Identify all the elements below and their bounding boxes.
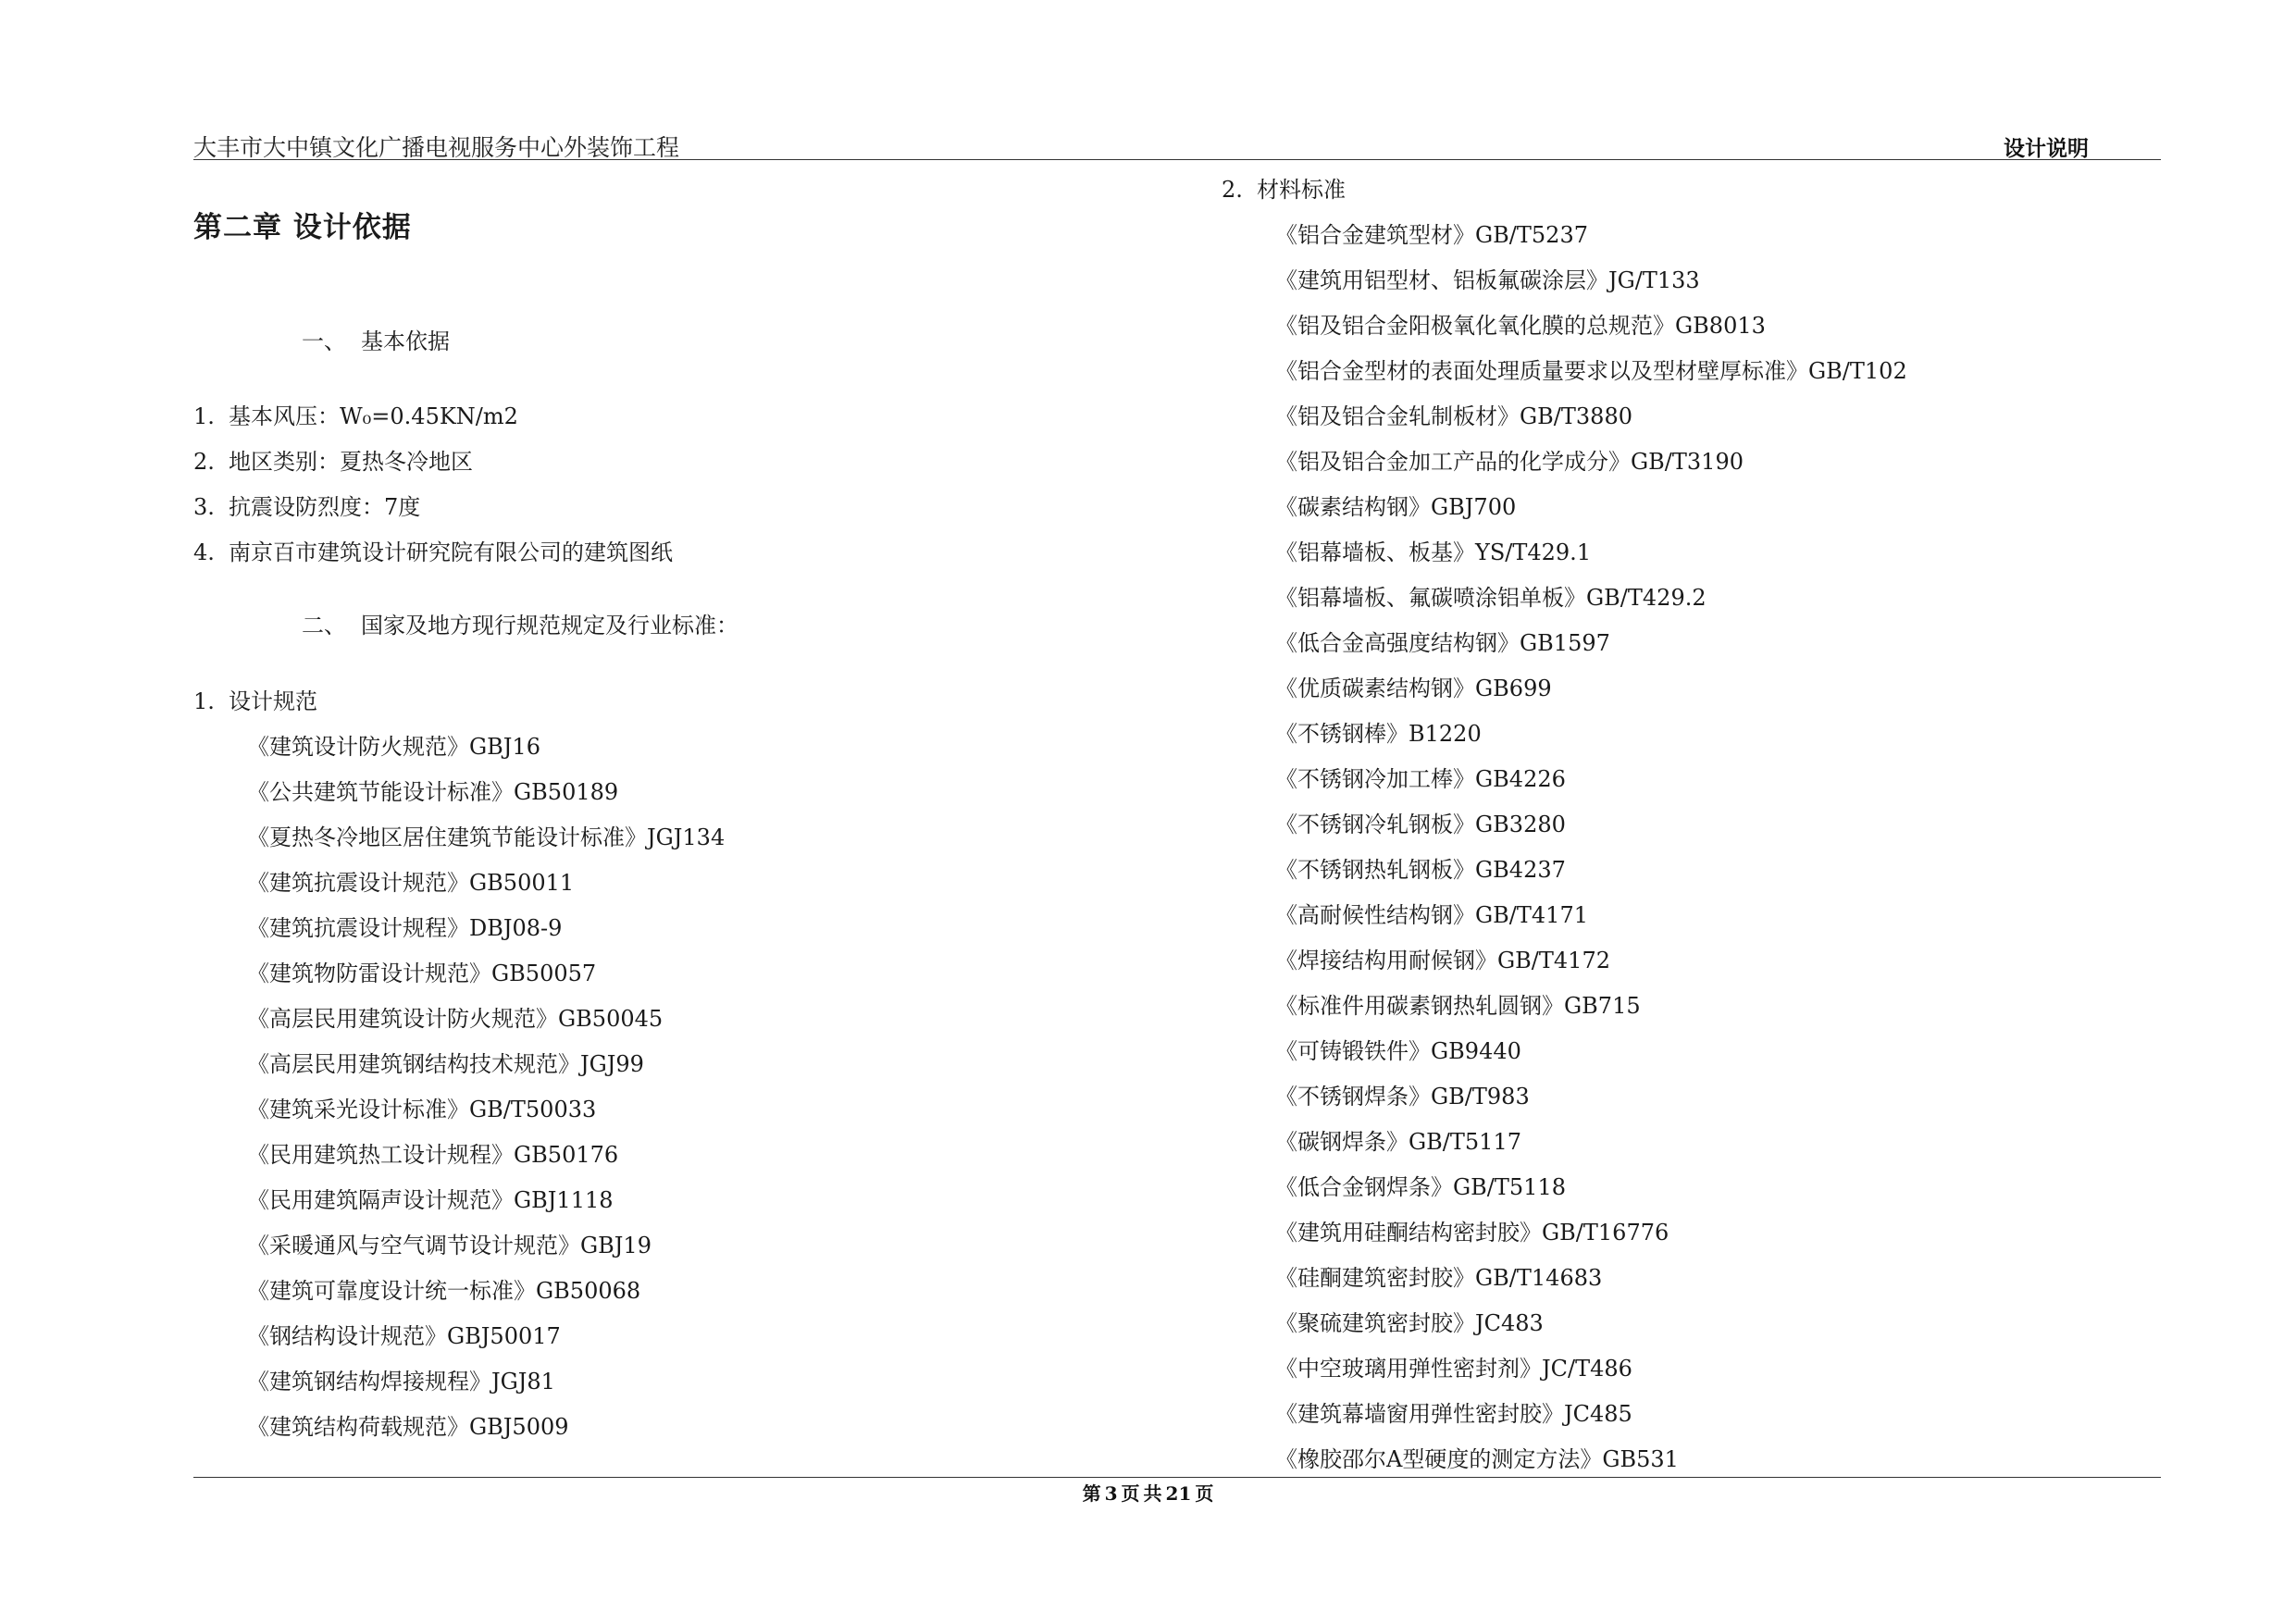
design-standard-item: 《建筑钢结构焊接规程》JGJ81 — [247, 1369, 555, 1395]
design-standard-item: 《夏热冬冷地区居住建筑节能设计标准》JGJ134 — [247, 824, 726, 850]
design-standard-item: 《公共建筑节能设计标准》GB50189 — [247, 779, 619, 805]
material-standard-item: 《不锈钢棒》B1220 — [1275, 721, 1482, 747]
chapter-title: 第二章 设计依据 — [193, 211, 412, 244]
page-footer — [0, 1479, 2296, 1506]
design-standard-item: 《民用建筑热工设计规程》GB50176 — [247, 1142, 619, 1168]
total-pages: 21 — [1165, 1482, 1192, 1505]
material-standard-item: 《不锈钢热轧钢板》GB4237 — [1275, 857, 1566, 883]
material-standard-item: 《橡胶邵尔A型硬度的测定方法》GB531 — [1275, 1446, 1679, 1472]
item-number: 1. — [193, 403, 215, 429]
header-rule — [193, 159, 2161, 160]
page-number: 3 — [1104, 1482, 1118, 1505]
item-number: 4. — [193, 539, 215, 565]
doc-type-label: 设计说明 — [2004, 136, 2089, 161]
section-number: 一、 — [302, 329, 346, 354]
material-standard-item: 《铝幕墙板、板基》YS/T429.1 — [1275, 539, 1592, 565]
material-standard-item: 《硅酮建筑密封胶》GB/T14683 — [1275, 1265, 1603, 1291]
design-standard-item: 《民用建筑隔声设计规范》GBJ1118 — [247, 1187, 614, 1213]
design-standard-item: 《建筑物防雷设计规范》GB50057 — [247, 961, 597, 986]
section-heading-standards — [302, 607, 738, 639]
design-standard-item: 《建筑抗震设计规范》GB50011 — [247, 870, 575, 896]
material-standard-item: 《不锈钢冷加工棒》GB4226 — [1275, 766, 1566, 792]
footer-prefix: 第 — [1082, 1482, 1101, 1505]
design-standard-item: 《采暖通风与空气调节设计规范》GBJ19 — [247, 1233, 652, 1258]
material-standard-item: 《优质碳素结构钢》GB699 — [1275, 676, 1552, 701]
section-number: 二、 — [302, 613, 346, 638]
material-standard-item: 《碳钢焊条》GB/T5117 — [1275, 1129, 1521, 1155]
design-standard-item: 《建筑可靠度设计统一标准》GB50068 — [247, 1278, 641, 1304]
material-standard-item: 《焊接结构用耐候钢》GB/T4172 — [1275, 948, 1610, 973]
design-standard-item: 《建筑结构荷载规范》GBJ5009 — [247, 1414, 569, 1440]
footer-rule — [193, 1477, 2161, 1478]
design-spec-heading — [193, 683, 317, 715]
section-heading-basic — [302, 323, 450, 355]
section-title: 国家及地方现行规范规定及行业标准： — [361, 613, 738, 638]
section-title: 基本依据 — [361, 329, 450, 354]
item-text: 材料标准 — [1257, 177, 1346, 203]
material-standard-item: 《碳素结构钢》GBJ700 — [1275, 494, 1517, 520]
material-standard-item: 《铝及铝合金阳极氧化氧化膜的总规范》GB8013 — [1275, 313, 1766, 339]
basis-item — [193, 534, 673, 566]
material-heading — [1222, 171, 1346, 204]
item-number: 3. — [193, 494, 215, 520]
design-standard-item: 《建筑采光设计标准》GB/T50033 — [247, 1097, 597, 1122]
item-text: 设计规范 — [229, 688, 317, 714]
item-number: 2. — [193, 449, 215, 475]
design-standard-item: 《建筑抗震设计规程》DBJ08-9 — [247, 915, 563, 941]
design-standard-item: 《高层民用建筑钢结构技术规范》JGJ99 — [247, 1051, 644, 1077]
material-standard-item: 《高耐候性结构钢》GB/T4171 — [1275, 902, 1588, 928]
material-standard-item: 《建筑用铝型材、铝板氟碳涂层》JG/T133 — [1275, 267, 1700, 293]
material-standard-item: 《低合金高强度结构钢》GB1597 — [1275, 630, 1610, 656]
footer-total-word: 共 — [1143, 1482, 1162, 1505]
basis-item — [193, 398, 518, 430]
design-standard-item: 《钢结构设计规范》GBJ50017 — [247, 1323, 561, 1349]
item-number: 1. — [193, 688, 215, 714]
material-standard-item: 《铝及铝合金轧制板材》GB/T3880 — [1275, 403, 1632, 429]
item-text: 南京百市建筑设计研究院有限公司的建筑图纸 — [229, 539, 673, 565]
material-standard-item: 《不锈钢冷轧钢板》GB3280 — [1275, 812, 1566, 837]
design-standard-item: 《高层民用建筑设计防火规范》GB50045 — [247, 1006, 664, 1032]
material-standard-item: 《铝幕墙板、氟碳喷涂铝单板》GB/T429.2 — [1275, 585, 1706, 611]
footer-page-word: 页 — [1121, 1482, 1140, 1505]
material-standard-item: 《铝合金建筑型材》GB/T5237 — [1275, 222, 1588, 248]
material-standard-item: 《铝合金型材的表面处理质量要求以及型材壁厚标准》GB/T102 — [1275, 358, 1907, 384]
design-standard-item: 《建筑设计防火规范》GBJ16 — [247, 734, 540, 760]
material-standard-item: 《建筑用硅酮结构密封胶》GB/T16776 — [1275, 1220, 1669, 1246]
basis-item — [193, 443, 473, 476]
material-standard-item: 《可铸锻铁件》GB9440 — [1275, 1038, 1521, 1064]
material-standard-item: 《中空玻璃用弹性密封剂》JC/T486 — [1275, 1356, 1632, 1382]
material-standard-item: 《建筑幕墙窗用弹性密封胶》JC485 — [1275, 1401, 1632, 1427]
item-text: 基本风压：W₀=0.45KN/m2 — [229, 403, 518, 429]
item-text: 抗震设防烈度：7度 — [229, 494, 421, 520]
material-standard-item: 《不锈钢焊条》GB/T983 — [1275, 1084, 1530, 1110]
project-title: 大丰市大中镇文化广播电视服务中心外装饰工程 — [193, 134, 680, 161]
item-text: 地区类别：夏热冬冷地区 — [229, 449, 473, 475]
material-standard-item: 《聚硫建筑密封胶》JC483 — [1275, 1310, 1544, 1336]
footer-page-word-2: 页 — [1195, 1482, 1214, 1505]
item-number: 2. — [1222, 177, 1243, 203]
material-standard-item: 《铝及铝合金加工产品的化学成分》GB/T3190 — [1275, 449, 1744, 475]
material-standard-item: 《低合金钢焊条》GB/T5118 — [1275, 1174, 1566, 1200]
material-standard-item: 《标准件用碳素钢热轧圆钢》GB715 — [1275, 993, 1641, 1019]
basis-item — [193, 489, 420, 521]
